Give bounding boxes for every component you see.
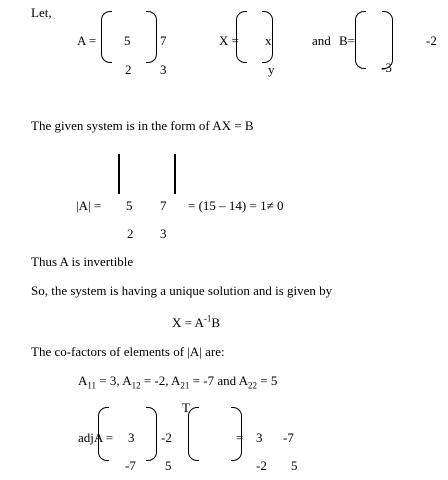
determinant-r2c2: 3 [160, 226, 167, 241]
matrix-b-r2: -3 [381, 60, 392, 75]
determinant-left-bar [118, 154, 120, 194]
system-form-text: The given system is in the form of AX = B [31, 118, 254, 133]
cofactor-a12-value: = -2, [140, 373, 172, 388]
cofactor-a12-base: A [122, 373, 132, 388]
solution-b: B [211, 315, 221, 330]
matrix-a-r2c1: 2 [125, 62, 132, 77]
matrix-x-label: X = [219, 33, 239, 48]
inverse-exponent: -1 [203, 313, 212, 324]
unique-solution-text: So, the system is having a unique solution and is given by [31, 283, 333, 298]
and-word: and [312, 33, 331, 48]
adjoint-m1-r1c2: -2 [161, 430, 172, 445]
adjoint-label: adjA = [78, 430, 114, 445]
let-label: Let, [31, 5, 52, 20]
adjoint-m1-right-bracket [146, 407, 157, 461]
solution-x-eq: X = A [172, 315, 204, 330]
matrix-a-r1c1: 5 [124, 33, 131, 48]
matrix-b-left-bracket [355, 11, 366, 69]
determinant-label: |A| = [76, 198, 102, 213]
cofactor-a11-base: A [78, 373, 88, 388]
adjoint-m2-r1c2: -7 [283, 430, 294, 445]
adjoint-m2-r2c2: 5 [291, 458, 298, 473]
cofactor-a11-value: = 3, [96, 373, 123, 388]
adjoint-m1-left-bracket [98, 407, 109, 461]
transpose-mark: T [182, 400, 190, 415]
matrix-a-r2c2: 3 [160, 62, 167, 77]
matrix-x-r1: x [265, 33, 272, 48]
invertible-text: Thus A is invertible [31, 254, 134, 269]
cofactor-a22-sub: 22 [248, 380, 258, 391]
cofactors-list [78, 373, 278, 391]
cofactor-a21-sub: 21 [180, 380, 190, 391]
solution-formula [172, 313, 221, 330]
cofactor-a21-value: = -7 and [189, 373, 239, 388]
matrix-x-r2: y [268, 62, 275, 77]
determinant-result: = (15 – 14) = 1≠ 0 [188, 198, 284, 213]
determinant-r1c2: 7 [160, 198, 167, 213]
adjoint-m1-r2c2: 5 [165, 458, 172, 473]
matrix-a-left-bracket [101, 11, 112, 63]
cofactor-intro-text: The co-factors of elements of |A| are: [31, 344, 225, 359]
adjoint-m2-left-bracket [188, 407, 199, 461]
matrix-b-label: B= [339, 33, 356, 48]
determinant-right-bar [174, 154, 176, 194]
matrix-a-right-bracket [146, 11, 157, 63]
adjoint-m2-r2c1: -2 [256, 458, 267, 473]
matrix-a-r1c2: 7 [160, 33, 167, 48]
matrix-a-label: A = [77, 33, 97, 48]
cofactor-a12-sub: 12 [131, 380, 141, 391]
cofactor-a22-value: = 5 [257, 373, 278, 388]
cofactor-a22-base: A [238, 373, 249, 388]
adjoint-m2-r1c1: 3 [256, 430, 263, 445]
determinant-r1c1: 5 [126, 198, 133, 213]
cofactor-a21-base: A [171, 373, 181, 388]
adjoint-m1-r1c1: 3 [128, 430, 135, 445]
adjoint-equals: = [236, 430, 244, 445]
matrix-x-left-bracket [236, 11, 247, 63]
adjoint-m1-r2c1: -7 [125, 458, 136, 473]
cofactor-a11-sub: 11 [87, 380, 97, 391]
determinant-r2c1: 2 [127, 226, 134, 241]
matrix-b-r1: -2 [426, 33, 437, 48]
